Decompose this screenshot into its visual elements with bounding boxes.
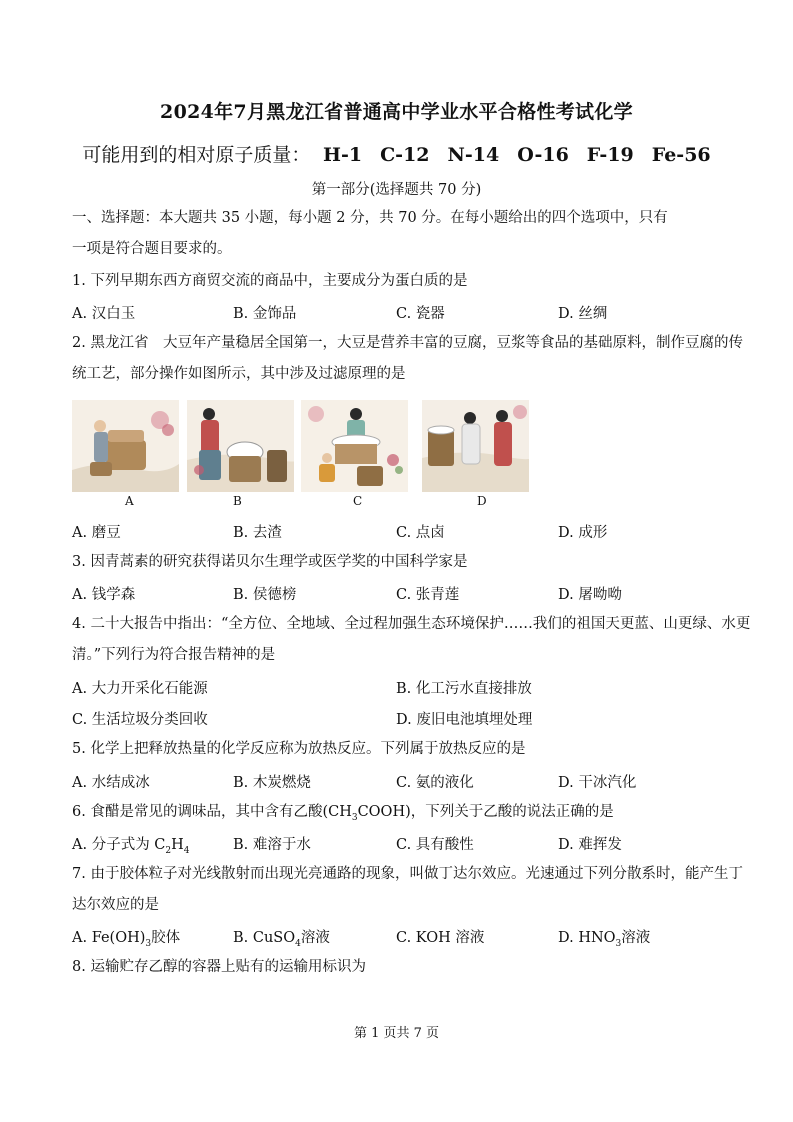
q4-stem-line-1: 4. 二十大报告中指出：“全方位、全地域、全过程加强生态环境保护……我们的祖国天更蓝、山更绿、水更: [72, 616, 751, 632]
q7-option-b-text-2: 溶液: [300, 930, 330, 946]
q2-option-d[interactable]: D. 成形: [558, 525, 608, 541]
q2-option-b[interactable]: B. 去渣: [233, 525, 282, 541]
mass-c: C-12: [380, 144, 430, 166]
atomic-masses-label: 可能用到的相对原子质量：: [82, 144, 311, 166]
q4-option-c[interactable]: C. 生活垃圾分类回收: [72, 712, 208, 728]
shaping-tofu-illustration: [422, 400, 529, 492]
q2-stem-line-1: 2. 黑龙江省 大豆年产量稳居全国第一，大豆是营养丰富的豆腐，豆浆等食品的基础原料，制作豆腐的传: [72, 335, 743, 351]
mass-fe: Fe-56: [651, 144, 711, 166]
q5-stem: 5. 化学上把释放热量的化学反应称为放热反应。下列属于放热反应的是: [72, 741, 526, 757]
q4-option-a[interactable]: A. 大力开采化石能源: [72, 681, 208, 697]
q3-option-c[interactable]: C. 张青莲: [396, 587, 460, 603]
q3-option-a[interactable]: A. 钱学森: [72, 587, 136, 603]
q1-option-d[interactable]: D. 丝绸: [558, 306, 608, 322]
q5-option-a[interactable]: A. 水结成冰: [72, 775, 150, 791]
adding-brine-illustration: [301, 400, 408, 492]
mass-h: H-1: [323, 144, 363, 166]
q4-options-row-2: [0, 708, 793, 728]
q2-image-label-c: C: [353, 494, 363, 508]
q7-option-d-sub: 3: [615, 938, 622, 949]
filtering-residue-illustration: [187, 400, 294, 492]
q6-stem-part-2: COOH)，下列关于乙酸的说法正确的是: [357, 804, 614, 820]
q6-stem-sub: 3: [351, 812, 358, 823]
q7-option-b-text-1: B. CuSO: [233, 930, 296, 946]
q1-option-b[interactable]: B. 金饰品: [233, 306, 297, 322]
q7-stem-line-2: 达尔效应的是: [72, 897, 159, 913]
q7-option-a-text-1: A. Fe(OH): [72, 930, 146, 946]
q6-option-b[interactable]: B. 难溶于水: [233, 837, 311, 853]
q2-option-c[interactable]: C. 点卤: [396, 525, 445, 541]
instructions-line-1: 一、选择题：本大题共 35 小题，每小题 2 分，共 70 分。在每小题给出的四个选项中，只有: [72, 210, 668, 226]
q2-image-label-d: D: [477, 494, 487, 508]
page-title: 2024年7月黑龙江省普通高中学业水平合格性考试化学: [160, 101, 633, 123]
q2-image-b: [187, 400, 294, 492]
q6-stem-part-1: 6. 食醋是常见的调味品，其中含有乙酸(CH: [72, 804, 352, 820]
q8-stem: 8. 运输贮存乙醇的容器上贴有的运输用标识为: [72, 959, 366, 975]
q4-option-d[interactable]: D. 废旧电池填埋处理: [396, 712, 533, 728]
q6-options: [0, 833, 793, 856]
q7-option-a-sub: 3: [145, 938, 152, 949]
q1-option-c[interactable]: C. 瓷器: [396, 306, 445, 322]
q5-option-c[interactable]: C. 氨的液化: [396, 775, 474, 791]
q1-stem: 1. 下列早期东西方商贸交流的商品中，主要成分为蛋白质的是: [72, 273, 468, 289]
q7-option-b[interactable]: [233, 926, 330, 949]
q4-option-b[interactable]: B. 化工污水直接排放: [396, 681, 532, 697]
q2-image-d: [422, 400, 529, 492]
q6-option-d[interactable]: D. 难挥发: [558, 837, 622, 853]
q2-image-label-b: B: [233, 494, 242, 508]
page-footer: 第 1 页共 7 页: [353, 1026, 440, 1041]
instructions-line-2: 一项是符合题目要求的。: [72, 241, 232, 257]
q7-option-d[interactable]: [558, 926, 650, 949]
q3-stem: 3. 因青蒿素的研究获得诺贝尔生理学或医学奖的中国科学家是: [72, 554, 468, 570]
q4-options-row-1: [0, 677, 793, 697]
q6-option-a-text-1: A. 分子式为 C: [72, 837, 166, 853]
q6-stem: [72, 802, 732, 828]
q7-option-b-sub: 4: [295, 938, 301, 949]
q7-option-c[interactable]: C. KOH 溶液: [396, 930, 485, 946]
q2-image-label-a: A: [125, 494, 134, 508]
q6-option-c[interactable]: C. 具有酸性: [396, 837, 474, 853]
q2-options: [0, 521, 793, 541]
q1-options: [0, 302, 793, 322]
grinding-beans-illustration: [72, 400, 179, 492]
q2-option-a[interactable]: A. 磨豆: [72, 525, 121, 541]
q6-option-a-sub-1: 2: [165, 845, 172, 856]
q1-option-a[interactable]: A. 汉白玉: [72, 306, 136, 322]
q6-option-a[interactable]: [72, 833, 190, 856]
q6-option-a-text-2: H: [171, 837, 184, 853]
q7-stem-line-1: 7. 由于胶体粒子对光线散射而出现光亮通路的现象，叫做丁达尔效应。光速通过下列分散系时，能产生丁: [72, 866, 743, 882]
q5-option-d[interactable]: D. 干冰汽化: [558, 775, 637, 791]
q3-option-d[interactable]: D. 屠呦呦: [558, 587, 622, 603]
q7-option-a-text-2: 胶体: [151, 930, 181, 946]
q5-options: [0, 771, 793, 791]
q2-image-c: [301, 400, 408, 492]
q6-option-a-sub-2: 4: [183, 845, 190, 856]
atomic-masses: [0, 140, 793, 167]
q5-option-b[interactable]: B. 木炭燃烧: [233, 775, 311, 791]
mass-o: O-16: [517, 144, 569, 166]
q7-options: [0, 926, 793, 949]
q7-option-d-text-1: D. HNO: [558, 930, 616, 946]
part-heading: 第一部分(选择题共 70 分): [311, 182, 482, 198]
q4-stem-line-2: 清。”下列行为符合报告精神的是: [72, 647, 276, 663]
q3-options: [0, 583, 793, 603]
mass-f: F-19: [586, 144, 634, 166]
q7-option-d-text-2: 溶液: [621, 930, 651, 946]
q7-option-a[interactable]: [72, 926, 180, 949]
q2-stem-line-2: 统工艺，部分操作如图所示，其中涉及过滤原理的是: [72, 366, 406, 382]
q3-option-b[interactable]: B. 侯德榜: [233, 587, 297, 603]
q2-illustrations: [72, 400, 532, 492]
mass-n: N-14: [447, 144, 500, 166]
q2-image-a: [72, 400, 179, 492]
